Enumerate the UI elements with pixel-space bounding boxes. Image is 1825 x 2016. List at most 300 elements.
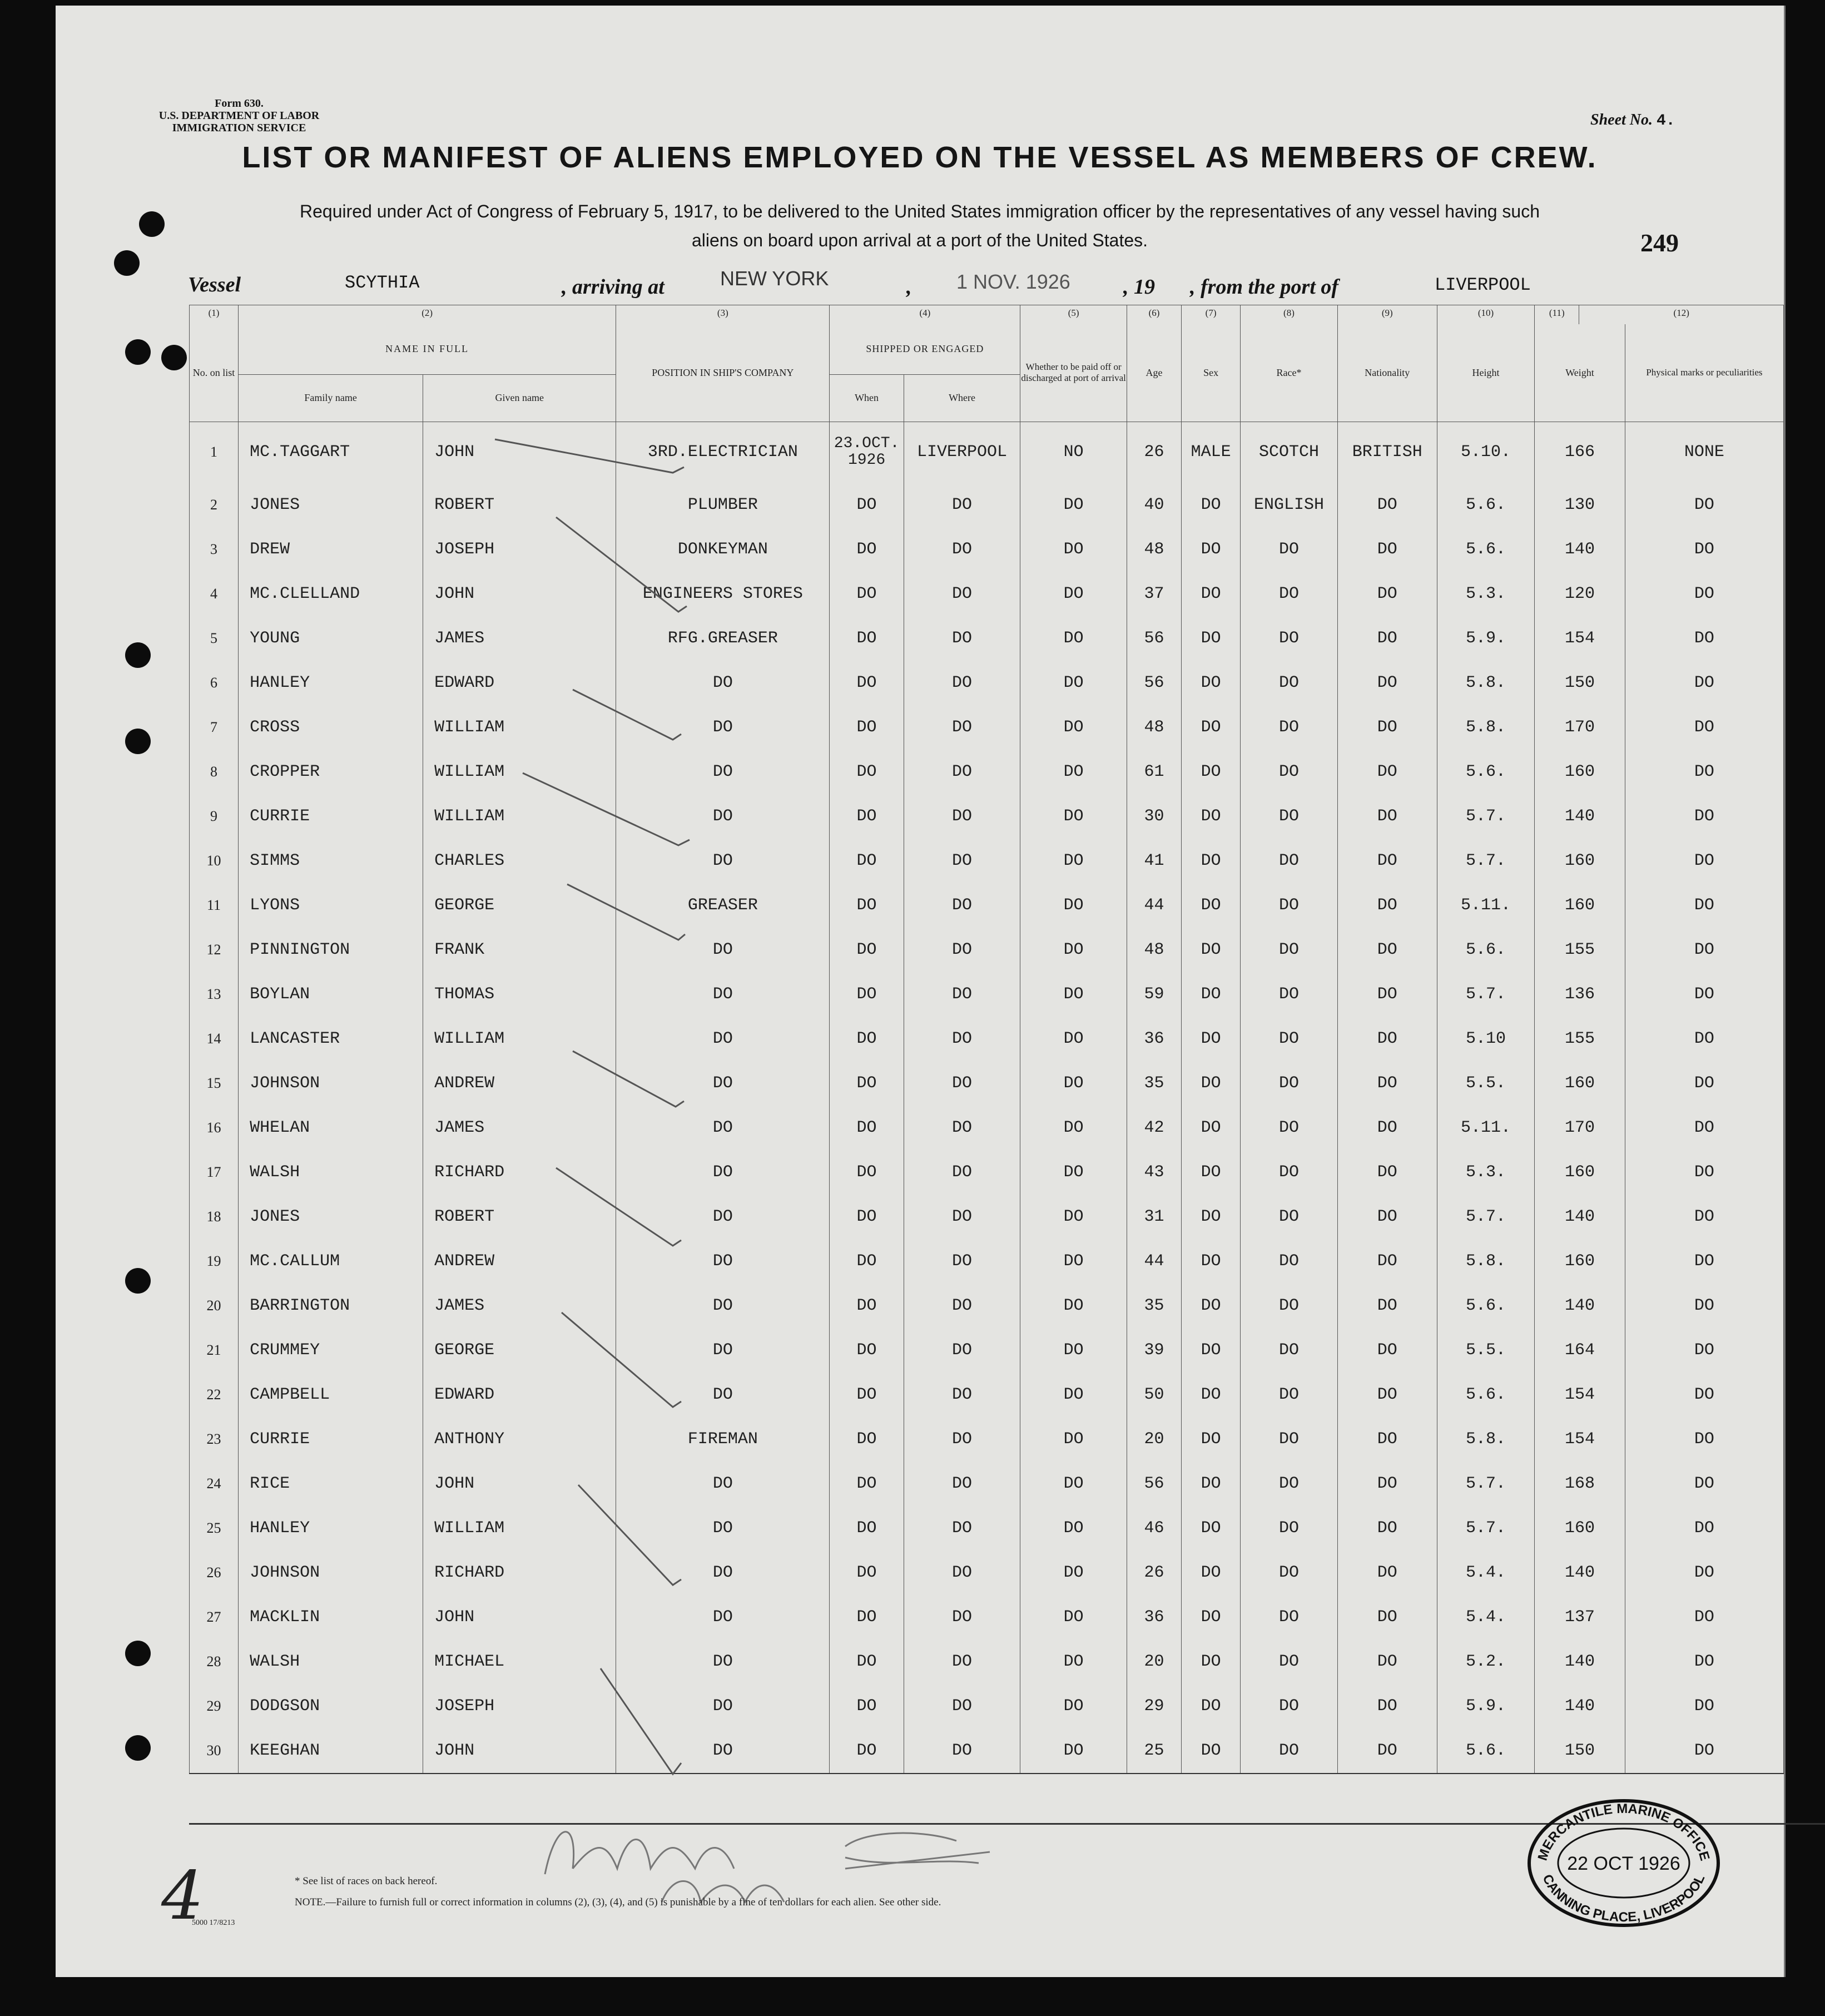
nationality-cell: DO <box>1337 1239 1437 1284</box>
row-number-cell: 29 <box>190 1684 239 1728</box>
shipped-where-cell: DO <box>904 1506 1020 1551</box>
family-name-cell: MC.CLELLAND <box>239 572 423 616</box>
shipped-when-cell: DO <box>830 1195 904 1239</box>
header-name-in-full: NAME IN FULL <box>239 324 616 374</box>
given-name-cell: RICHARD <box>423 1551 616 1595</box>
shipped-where-cell: DO <box>904 1284 1020 1328</box>
header-position: POSITION IN SHIP'S COMPANY <box>616 324 830 422</box>
table-row <box>190 705 1784 750</box>
race-cell: DO <box>1241 527 1338 572</box>
header-when: When <box>830 374 904 422</box>
shipped-where-cell: DO <box>904 883 1020 928</box>
sex-cell: DO <box>1181 1150 1240 1195</box>
row-number-cell: 15 <box>190 1061 239 1106</box>
nationality-cell: DO <box>1337 1284 1437 1328</box>
height-cell: 5.7. <box>1437 794 1534 839</box>
position-cell: DO <box>616 972 830 1017</box>
table-row <box>190 1417 1784 1462</box>
race-cell: DO <box>1241 1462 1338 1506</box>
weight-cell: 160 <box>1535 839 1625 883</box>
page-title: LIST OR MANIFEST OF ALIENS EMPLOYED ON THE VESSEL AS MEMBERS OF CREW. <box>242 141 1598 174</box>
position-cell: DO <box>616 1328 830 1373</box>
department-name: U.S. DEPARTMENT OF LABOR <box>158 110 320 122</box>
shipped-when-cell: DO <box>830 1728 904 1774</box>
family-name-cell: JOHNSON <box>239 1551 423 1595</box>
height-cell: 5.4. <box>1437 1595 1534 1639</box>
punch-hole <box>125 1268 151 1294</box>
given-name-cell: ROBERT <box>423 1195 616 1239</box>
table-row <box>190 422 1784 483</box>
shipped-where-cell: DO <box>904 705 1020 750</box>
weight-cell: 155 <box>1535 928 1625 972</box>
weight-cell: 120 <box>1535 572 1625 616</box>
shipped-when-cell: DO <box>830 1639 904 1684</box>
nationality-cell: DO <box>1337 883 1437 928</box>
physical-marks-cell: DO <box>1625 1017 1783 1061</box>
position-cell: DONKEYMAN <box>616 527 830 572</box>
family-name-cell: WALSH <box>239 1639 423 1684</box>
race-cell: ENGLISH <box>1241 483 1338 527</box>
table-row <box>190 1639 1784 1684</box>
paid-off-cell: DO <box>1020 1417 1127 1462</box>
sex-cell: DO <box>1181 1639 1240 1684</box>
weight-cell: 140 <box>1535 1195 1625 1239</box>
height-cell: 5.8. <box>1437 1239 1534 1284</box>
header-nationality: Nationality <box>1337 324 1437 422</box>
nationality-cell: DO <box>1337 1728 1437 1774</box>
physical-marks-cell: DO <box>1625 1462 1783 1506</box>
paid-off-cell: DO <box>1020 794 1127 839</box>
shipped-when-cell: DO <box>830 1551 904 1595</box>
physical-marks-cell: DO <box>1625 750 1783 794</box>
col-number: (1) <box>190 305 239 325</box>
weight-cell: 160 <box>1535 1150 1625 1195</box>
table-row <box>190 1506 1784 1551</box>
position-cell: ENGINEERS STORES <box>616 572 830 616</box>
paid-off-cell: DO <box>1020 1373 1127 1417</box>
shipped-when-cell: DO <box>830 1462 904 1506</box>
crossed-out-text <box>845 1833 990 1869</box>
paid-off-cell: DO <box>1020 883 1127 928</box>
family-name-cell: DODGSON <box>239 1684 423 1728</box>
sex-cell: DO <box>1181 1373 1240 1417</box>
sex-cell: DO <box>1181 1195 1240 1239</box>
sex-cell: DO <box>1181 1595 1240 1639</box>
weight-cell: 140 <box>1535 527 1625 572</box>
age-cell: 31 <box>1127 1195 1181 1239</box>
row-number-cell: 9 <box>190 794 239 839</box>
paid-off-cell: DO <box>1020 1684 1127 1728</box>
stamp-seal-icon <box>1524 1796 1724 1930</box>
table-row <box>190 527 1784 572</box>
age-cell: 39 <box>1127 1328 1181 1373</box>
family-name-cell: CAMPBELL <box>239 1373 423 1417</box>
height-cell: 5.7. <box>1437 1462 1534 1506</box>
header-race: Race* <box>1241 324 1338 422</box>
sex-cell: DO <box>1181 527 1240 572</box>
col-number: (3) <box>616 305 830 325</box>
position-cell: DO <box>616 1106 830 1150</box>
position-cell: DO <box>616 1639 830 1684</box>
sex-cell: MALE <box>1181 422 1240 483</box>
arriving-port: NEW YORK <box>720 267 829 290</box>
header-row-1 <box>190 324 1784 374</box>
table-row <box>190 1328 1784 1373</box>
sex-cell: DO <box>1181 1239 1240 1284</box>
requirement-line-1: Required under Act of Congress of February 5, 1917, to be delivered to the United States immigration officer by the representatives of any vessel having such <box>300 201 1540 221</box>
sex-cell: DO <box>1181 794 1240 839</box>
row-number-cell: 22 <box>190 1373 239 1417</box>
sheet-value: 4. <box>1657 112 1675 130</box>
shipped-where-cell: DO <box>904 1017 1020 1061</box>
shipped-when-cell: DO <box>830 1017 904 1061</box>
weight-cell: 130 <box>1535 483 1625 527</box>
paid-off-cell: DO <box>1020 1506 1127 1551</box>
shipped-where-cell: DO <box>904 1373 1020 1417</box>
height-cell: 5.8. <box>1437 661 1534 705</box>
race-cell: DO <box>1241 1195 1338 1239</box>
physical-marks-cell: DO <box>1625 527 1783 572</box>
given-name-cell: EDWARD <box>423 661 616 705</box>
race-cell: DO <box>1241 1506 1338 1551</box>
position-cell: DO <box>616 794 830 839</box>
height-cell: 5.6. <box>1437 750 1534 794</box>
sex-cell: DO <box>1181 572 1240 616</box>
service-name: IMMIGRATION SERVICE <box>172 122 306 134</box>
position-cell: DO <box>616 839 830 883</box>
shipped-when-cell: DO <box>830 794 904 839</box>
given-name-cell: ROBERT <box>423 483 616 527</box>
row-number-cell: 12 <box>190 928 239 972</box>
position-cell: DO <box>616 1284 830 1328</box>
header-age: Age <box>1127 324 1181 422</box>
physical-marks-cell: DO <box>1625 1373 1783 1417</box>
family-name-cell: JOHNSON <box>239 1061 423 1106</box>
header-paid-off: Whether to be paid off or discharged at port of arrival <box>1020 324 1127 422</box>
paid-off-cell: DO <box>1020 572 1127 616</box>
family-name-cell: CURRIE <box>239 1417 423 1462</box>
family-name-cell: LYONS <box>239 883 423 928</box>
tick-mark <box>573 1051 684 1107</box>
col-number: (6) <box>1127 305 1181 325</box>
tick-mark <box>567 884 685 940</box>
shipped-where-cell: LIVERPOOL <box>904 422 1020 483</box>
shipped-where-cell: DO <box>904 1150 1020 1195</box>
position-cell: DO <box>616 1684 830 1728</box>
shipped-where-cell: DO <box>904 928 1020 972</box>
table-row <box>190 572 1784 616</box>
sex-cell: DO <box>1181 1061 1240 1106</box>
sex-cell: DO <box>1181 839 1240 883</box>
race-cell: DO <box>1241 1684 1338 1728</box>
given-name-cell: WILLIAM <box>423 794 616 839</box>
race-cell: SCOTCH <box>1241 422 1338 483</box>
weight-cell: 160 <box>1535 1239 1625 1284</box>
race-cell: DO <box>1241 928 1338 972</box>
given-name-cell: JOHN <box>423 1728 616 1774</box>
given-name-cell: EDWARD <box>423 1373 616 1417</box>
row-number-cell: 25 <box>190 1506 239 1551</box>
handwritten-page-mark: 4 <box>161 1858 204 1935</box>
row-number-cell: 11 <box>190 883 239 928</box>
height-cell: 5.2. <box>1437 1639 1534 1684</box>
table-row <box>190 883 1784 928</box>
position-cell: RFG.GREASER <box>616 616 830 661</box>
shipped-when-cell: DO <box>830 1061 904 1106</box>
col-number: (8) <box>1241 305 1338 325</box>
given-name-cell: WILLIAM <box>423 1017 616 1061</box>
height-cell: 5.6. <box>1437 928 1534 972</box>
manifest-sheet <box>56 6 1786 1977</box>
physical-marks-cell: DO <box>1625 1239 1783 1284</box>
tick-mark <box>578 1485 681 1585</box>
age-cell: 56 <box>1127 1462 1181 1506</box>
sex-cell: DO <box>1181 1462 1240 1506</box>
table-row <box>190 1373 1784 1417</box>
shipped-when-cell: DO <box>830 1595 904 1639</box>
nationality-cell: DO <box>1337 1017 1437 1061</box>
physical-marks-cell: DO <box>1625 483 1783 527</box>
given-name-cell: RICHARD <box>423 1150 616 1195</box>
race-cell: DO <box>1241 839 1338 883</box>
shipped-when-cell: DO <box>830 1284 904 1328</box>
paid-off-cell: DO <box>1020 1595 1127 1639</box>
race-cell: DO <box>1241 1061 1338 1106</box>
age-cell: 43 <box>1127 1150 1181 1195</box>
race-cell: DO <box>1241 1551 1338 1595</box>
race-cell: DO <box>1241 1373 1338 1417</box>
row-number-cell: 19 <box>190 1239 239 1284</box>
physical-marks-cell: DO <box>1625 1506 1783 1551</box>
nationality-cell: DO <box>1337 1061 1437 1106</box>
race-cell: DO <box>1241 1639 1338 1684</box>
family-name-cell: BOYLAN <box>239 972 423 1017</box>
nationality-cell: DO <box>1337 1506 1437 1551</box>
penalty-note: NOTE.—Failure to furnish full or correct information in columns (2), (3), (4), and (5) is punishable by a fine of ten dollars for each alien. See other side. <box>295 1896 941 1908</box>
row-number-cell: 28 <box>190 1639 239 1684</box>
weight-cell: 136 <box>1535 972 1625 1017</box>
sex-cell: DO <box>1181 1284 1240 1328</box>
position-cell: DO <box>616 1728 830 1774</box>
paid-off-cell: NO <box>1020 422 1127 483</box>
row-number-cell: 5 <box>190 616 239 661</box>
physical-marks-cell: DO <box>1625 839 1783 883</box>
height-cell: 5.3. <box>1437 572 1534 616</box>
height-cell: 5.9. <box>1437 1684 1534 1728</box>
shipped-when-cell: 23.OCT. 1926 <box>830 422 904 483</box>
height-cell: 5.9. <box>1437 616 1534 661</box>
row-number-cell: 30 <box>190 1728 239 1774</box>
arriving-label: , arriving at <box>562 275 664 299</box>
weight-cell: 160 <box>1535 1506 1625 1551</box>
family-name-cell: JONES <box>239 483 423 527</box>
crew-manifest-table <box>189 305 1784 1774</box>
col-number: (10) <box>1437 305 1534 325</box>
sex-cell: DO <box>1181 928 1240 972</box>
physical-marks-cell: DO <box>1625 661 1783 705</box>
nationality-cell: DO <box>1337 1106 1437 1150</box>
nationality-cell: DO <box>1337 972 1437 1017</box>
header-height: Height <box>1437 324 1534 422</box>
sex-cell: DO <box>1181 1506 1240 1551</box>
paid-off-cell: DO <box>1020 705 1127 750</box>
nationality-cell: DO <box>1337 1595 1437 1639</box>
position-cell: FIREMAN <box>616 1417 830 1462</box>
row-number-cell: 1 <box>190 422 239 483</box>
paid-off-cell: DO <box>1020 1239 1127 1284</box>
header-shipped-engaged: SHIPPED OR ENGAGED <box>830 324 1020 374</box>
position-cell: DO <box>616 1061 830 1106</box>
row-number-cell: 4 <box>190 572 239 616</box>
vessel-name: SCYTHIA <box>345 273 420 293</box>
given-name-cell: THOMAS <box>423 972 616 1017</box>
row-number-cell: 21 <box>190 1328 239 1373</box>
print-code: 5000 17/8213 <box>192 1919 235 1927</box>
weight-cell: 160 <box>1535 1061 1625 1106</box>
departure-port: LIVERPOOL <box>1435 275 1531 295</box>
age-cell: 41 <box>1127 839 1181 883</box>
column-number-row <box>190 305 1784 325</box>
family-name-cell: WALSH <box>239 1150 423 1195</box>
given-name-cell: GEORGE <box>423 883 616 928</box>
family-name-cell: LANCASTER <box>239 1017 423 1061</box>
col-number: (11) <box>1535 305 1579 325</box>
weight-cell: 164 <box>1535 1328 1625 1373</box>
height-cell: 5.7. <box>1437 1195 1534 1239</box>
family-name-cell: HANLEY <box>239 661 423 705</box>
age-cell: 61 <box>1127 750 1181 794</box>
height-cell: 5.6. <box>1437 1373 1534 1417</box>
nationality-cell: DO <box>1337 928 1437 972</box>
pencil-ticks <box>495 439 690 1774</box>
position-cell: DO <box>616 1150 830 1195</box>
height-cell: 5.11. <box>1437 1106 1534 1150</box>
weight-cell: 140 <box>1535 1639 1625 1684</box>
shipped-when-cell: DO <box>830 972 904 1017</box>
nationality-cell: DO <box>1337 794 1437 839</box>
height-cell: 5.5. <box>1437 1061 1534 1106</box>
family-name-cell: HANLEY <box>239 1506 423 1551</box>
weight-cell: 170 <box>1535 705 1625 750</box>
form-number: Form 630. <box>215 97 264 110</box>
position-cell: PLUMBER <box>616 483 830 527</box>
family-name-cell: YOUNG <box>239 616 423 661</box>
manifest-rows <box>190 422 1784 1774</box>
col-number: (2) <box>239 305 616 325</box>
paid-off-cell: DO <box>1020 1195 1127 1239</box>
weight-cell: 140 <box>1535 1684 1625 1728</box>
shipped-when-cell: DO <box>830 1373 904 1417</box>
sex-cell: DO <box>1181 705 1240 750</box>
row-number-cell: 8 <box>190 750 239 794</box>
family-name-cell: CROSS <box>239 705 423 750</box>
family-name-cell: KEEGHAN <box>239 1728 423 1774</box>
punch-hole <box>125 642 151 668</box>
race-cell: DO <box>1241 616 1338 661</box>
family-name-cell: WHELAN <box>239 1106 423 1150</box>
race-cell: DO <box>1241 1328 1338 1373</box>
position-cell: DO <box>616 1195 830 1239</box>
header-sex: Sex <box>1181 324 1240 422</box>
given-name-cell: JOHN <box>423 572 616 616</box>
given-name-cell: MICHAEL <box>423 1639 616 1684</box>
shipped-where-cell: DO <box>904 972 1020 1017</box>
paid-off-cell: DO <box>1020 972 1127 1017</box>
paid-off-cell: DO <box>1020 1061 1127 1106</box>
race-cell: DO <box>1241 572 1338 616</box>
physical-marks-cell: DO <box>1625 616 1783 661</box>
shipped-when-cell: DO <box>830 483 904 527</box>
physical-marks-cell: DO <box>1625 928 1783 972</box>
sex-cell: DO <box>1181 883 1240 928</box>
header-family-name: Family name <box>239 374 423 422</box>
height-cell: 5.11. <box>1437 883 1534 928</box>
position-cell: DO <box>616 1506 830 1551</box>
nationality-cell: DO <box>1337 1639 1437 1684</box>
row-number-cell: 3 <box>190 527 239 572</box>
height-cell: 5.6. <box>1437 1284 1534 1328</box>
weight-cell: 140 <box>1535 794 1625 839</box>
shipped-when-cell: DO <box>830 1506 904 1551</box>
sheet-label: Sheet No. <box>1590 111 1653 128</box>
physical-marks-cell: DO <box>1625 572 1783 616</box>
paid-off-cell: DO <box>1020 1017 1127 1061</box>
race-cell: DO <box>1241 1106 1338 1150</box>
weight-cell: 154 <box>1535 1373 1625 1417</box>
punch-hole <box>125 1735 151 1761</box>
row-number-cell: 10 <box>190 839 239 883</box>
age-cell: 56 <box>1127 661 1181 705</box>
family-name-cell: BARRINGTON <box>239 1284 423 1328</box>
height-cell: 5.10. <box>1437 422 1534 483</box>
family-name-cell: MC.TAGGART <box>239 422 423 483</box>
shipped-where-cell: DO <box>904 794 1020 839</box>
paid-off-cell: DO <box>1020 839 1127 883</box>
requirement-line-2: aliens on board upon arrival at a port of the United States. <box>691 230 1148 250</box>
col-number: (12) <box>1579 305 1784 325</box>
family-name-cell: CURRIE <box>239 794 423 839</box>
age-cell: 42 <box>1127 1106 1181 1150</box>
age-cell: 26 <box>1127 422 1181 483</box>
paid-off-cell: DO <box>1020 1284 1127 1328</box>
row-number-cell: 26 <box>190 1551 239 1595</box>
given-name-cell: JOHN <box>423 422 616 483</box>
shipped-when-cell: DO <box>830 661 904 705</box>
given-name-cell: ANDREW <box>423 1239 616 1284</box>
nationality-cell: DO <box>1337 527 1437 572</box>
paid-off-cell: DO <box>1020 616 1127 661</box>
age-cell: 30 <box>1127 794 1181 839</box>
shipped-where-cell: DO <box>904 1328 1020 1373</box>
vessel-line <box>56 267 1784 306</box>
position-cell: GREASER <box>616 883 830 928</box>
header-weight: Weight <box>1535 324 1625 422</box>
sex-cell: DO <box>1181 1417 1240 1462</box>
age-cell: 29 <box>1127 1684 1181 1728</box>
physical-marks-cell: DO <box>1625 1417 1783 1462</box>
table-row <box>190 1106 1784 1150</box>
from-port-label: , from the port of <box>1190 275 1339 299</box>
arrival-date-stamp: 1 NOV. 1926 <box>956 270 1070 293</box>
vessel-label: Vessel <box>188 273 241 296</box>
height-cell: 5.6. <box>1437 483 1534 527</box>
given-name-cell: GEORGE <box>423 1328 616 1373</box>
position-cell: DO <box>616 705 830 750</box>
sex-cell: DO <box>1181 616 1240 661</box>
height-cell: 5.3. <box>1437 1150 1534 1195</box>
shipped-when-cell: DO <box>830 839 904 883</box>
position-cell: DO <box>616 1551 830 1595</box>
